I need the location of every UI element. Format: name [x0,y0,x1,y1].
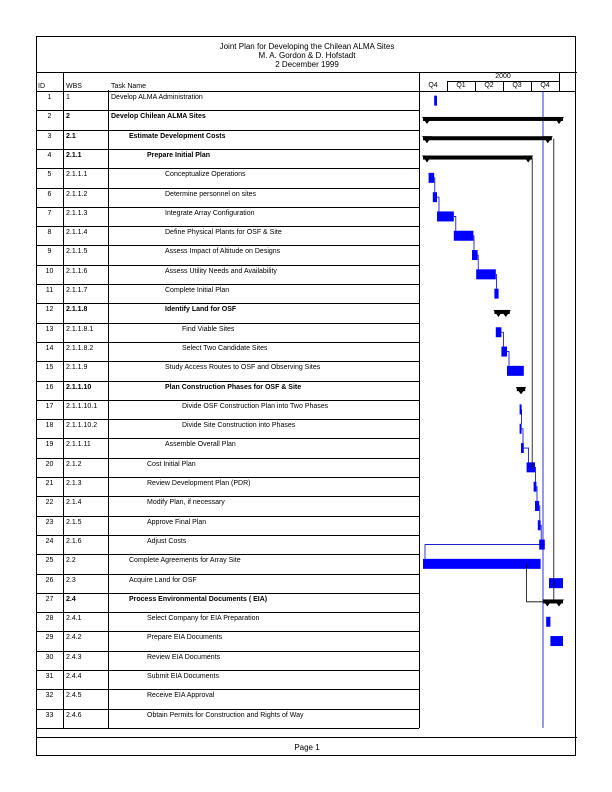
timescale-tick [503,81,504,91]
row-divider [36,323,419,324]
task-wbs: 2.1.1.11 [66,441,91,449]
row-divider [36,110,419,111]
task-id: 25 [45,557,54,565]
task-id: 6 [47,190,52,198]
column-header-id: ID [38,83,45,90]
row-divider [36,284,419,285]
task-id: 19 [45,441,54,449]
task-name: Develop Chilean ALMA Sites [111,113,206,121]
task-id: 8 [47,229,52,237]
task-wbs: 2.1.1.10.1 [66,402,98,410]
document-date: 2 December 1999 [275,60,339,69]
task-wbs: 2.1.1.5 [66,248,88,256]
row-divider [36,419,419,420]
column-header-task: Task Name [111,83,147,90]
task-wbs: 2.4.3 [66,653,82,661]
task-wbs: 2.1.1.7 [66,287,88,294]
task-name: Select Company for EIA Preparation [147,615,260,623]
header-rule [36,91,576,92]
task-id: 28 [45,615,54,623]
task-wbs: 2.1.1.4 [66,229,88,237]
timescale-tick [559,72,560,91]
task-wbs: 2.1.6 [66,537,82,545]
row-divider [36,168,419,169]
row-divider [36,651,419,652]
row-divider [36,574,419,575]
task-id: 32 [45,692,54,700]
row-divider [36,709,419,710]
column-rule-task [419,72,420,728]
task-id: 2 [47,113,52,121]
task-wbs: 2.1.1.1 [66,171,88,179]
row-divider [36,265,419,266]
task-name: Estimate Development Costs [129,132,226,140]
task-id: 17 [45,402,54,410]
task-name: Complete Initial Plan [165,287,230,294]
task-wbs: 2.1.1.3 [66,209,88,217]
timescale-quarter: Q2 [484,82,494,89]
task-wbs: 2.1.1 [66,151,82,159]
task-wbs: 2.4 [66,595,76,603]
task-name: Find Viable Sites [182,325,235,333]
timescale-year: 2000 [495,73,511,80]
task-name: Divide Site Construction into Phases [182,422,296,430]
task-name: Review Development Plan (PDR) [147,480,251,487]
task-id: 13 [45,325,54,333]
row-divider [36,381,419,382]
task-id: 11 [45,287,54,294]
task-wbs: 2.4.1 [66,615,82,623]
task-wbs: 2.1.1.10.2 [66,422,98,430]
task-name: Identify Land for OSF [165,306,237,314]
task-wbs: 2.1.2 [66,460,82,468]
timescale-quarter: Q3 [512,82,522,89]
task-wbs: 2.4.2 [66,634,82,642]
timescale-quarter: Q4 [540,82,550,89]
task-id: 16 [45,383,54,391]
task-id: 23 [45,518,54,526]
task-name: Define Physical Plants for OSF & Site [165,229,282,237]
task-id: 12 [45,306,54,314]
task-name: Submit EIA Documents [147,673,219,680]
task-name: Obtain Permits for Construction and Rights of Way [147,711,304,719]
task-name: Complete Agreements for Array Site [129,557,241,565]
task-name: Review EIA Documents [147,653,221,661]
task-wbs: 2.1.1.9 [66,364,88,372]
row-divider [36,438,419,439]
task-id: 20 [45,460,54,468]
row-divider [36,631,419,632]
task-id: 24 [45,537,54,545]
task-name: Plan Construction Phases for OSF & Site [165,383,302,391]
row-divider [36,342,419,343]
row-divider [36,516,419,517]
task-id: 1 [47,94,52,101]
task-wbs: 2.1.1.8.2 [66,344,94,352]
task-name: Divide OSF Construction Plan into Two Phases [182,402,329,410]
task-id: 7 [47,209,52,217]
task-id: 14 [45,344,54,352]
task-wbs: 2.4.5 [66,692,82,700]
timescale-quarter: Q4 [428,82,438,89]
row-divider [36,188,419,189]
task-name: Process Environmental Documents ( EIA) [129,595,268,603]
task-wbs: 1 [66,94,70,101]
task-id: 29 [45,634,54,642]
task-id: 4 [47,151,52,159]
task-name: Conceptualize Operations [165,171,246,179]
row-divider [36,458,419,459]
task-name: Assess Utility Needs and Availability [165,267,277,275]
task-name: Determine personnel on sites [165,190,257,198]
row-divider [36,593,419,594]
task-name: Study Access Routes to OSF and Observing Sites [165,364,321,372]
row-divider [36,477,419,478]
task-wbs: 2.1 [66,132,76,140]
task-id: 10 [45,267,54,275]
task-name: Prepare EIA Documents [147,634,223,642]
page-footer: Page 1 [37,737,577,757]
row-divider [36,226,419,227]
row-divider [36,689,419,690]
task-name: Modify Plan, if necessary [147,499,225,507]
timescale-tick [531,81,532,91]
task-wbs: 2 [66,113,70,121]
task-wbs: 2.1.1.6 [66,267,88,275]
task-id: 30 [45,653,54,661]
task-id: 27 [45,595,54,603]
document-authors: M. A. Gordon & D. Hofstadt [258,51,356,60]
timescale-tick [447,81,448,91]
task-id: 18 [45,422,54,430]
column-header-wbs: WBS [66,83,82,90]
task-name: Cost Initial Plan [147,460,196,468]
task-id: 3 [47,132,52,140]
task-name: Develop ALMA Administration [111,94,203,101]
task-name: Approve Final Plan [147,518,207,526]
row-divider [36,245,419,246]
task-wbs: 2.1.1.2 [66,190,88,198]
row-divider [36,554,419,555]
row-divider [36,535,419,536]
row-divider [36,303,419,304]
task-wbs: 2.4.6 [66,711,82,719]
task-wbs: 2.1.1.8 [66,306,88,314]
task-id: 15 [45,364,54,372]
page-frame [36,36,576,756]
task-name: Prepare Initial Plan [147,151,211,159]
task-id: 5 [47,171,52,179]
task-wbs: 2.1.1.8.1 [66,325,94,333]
task-wbs: 2.4.4 [66,673,82,680]
row-divider [36,400,419,401]
task-id: 22 [45,499,54,507]
task-id: 33 [45,711,54,719]
task-name: Acquire Land for OSF [129,576,197,584]
task-wbs: 2.1.4 [66,499,82,507]
task-id: 9 [47,248,52,256]
task-name: Integrate Array Configuration [165,209,255,217]
task-name: Adjust Costs [147,537,187,545]
task-id: 31 [45,673,54,680]
task-name: Assemble Overall Plan [165,441,236,449]
task-wbs: 2.2 [66,557,76,565]
row-divider [36,496,419,497]
task-wbs: 2.1.1.10 [66,383,92,391]
timescale-tick [475,81,476,91]
task-id: 21 [45,480,54,487]
row-divider [36,728,419,729]
row-divider [36,361,419,362]
task-name: Receive EIA Approval [147,692,215,700]
row-divider [36,149,419,150]
row-divider [36,207,419,208]
task-wbs: 2.1.3 [66,480,82,487]
task-wbs: 2.1.5 [66,518,82,526]
row-divider [36,670,419,671]
timescale-quarter: Q1 [456,82,466,89]
row-divider [36,130,419,131]
task-wbs: 2.3 [66,576,76,584]
task-name: Assess Impact of Altitude on Designs [165,248,281,256]
document-header [37,37,577,73]
task-id: 26 [45,576,54,584]
document-title: Joint Plan for Developing the Chilean ALMA Sites [219,42,395,51]
row-divider [36,612,419,613]
task-name: Select Two Candidate Sites [182,344,268,352]
